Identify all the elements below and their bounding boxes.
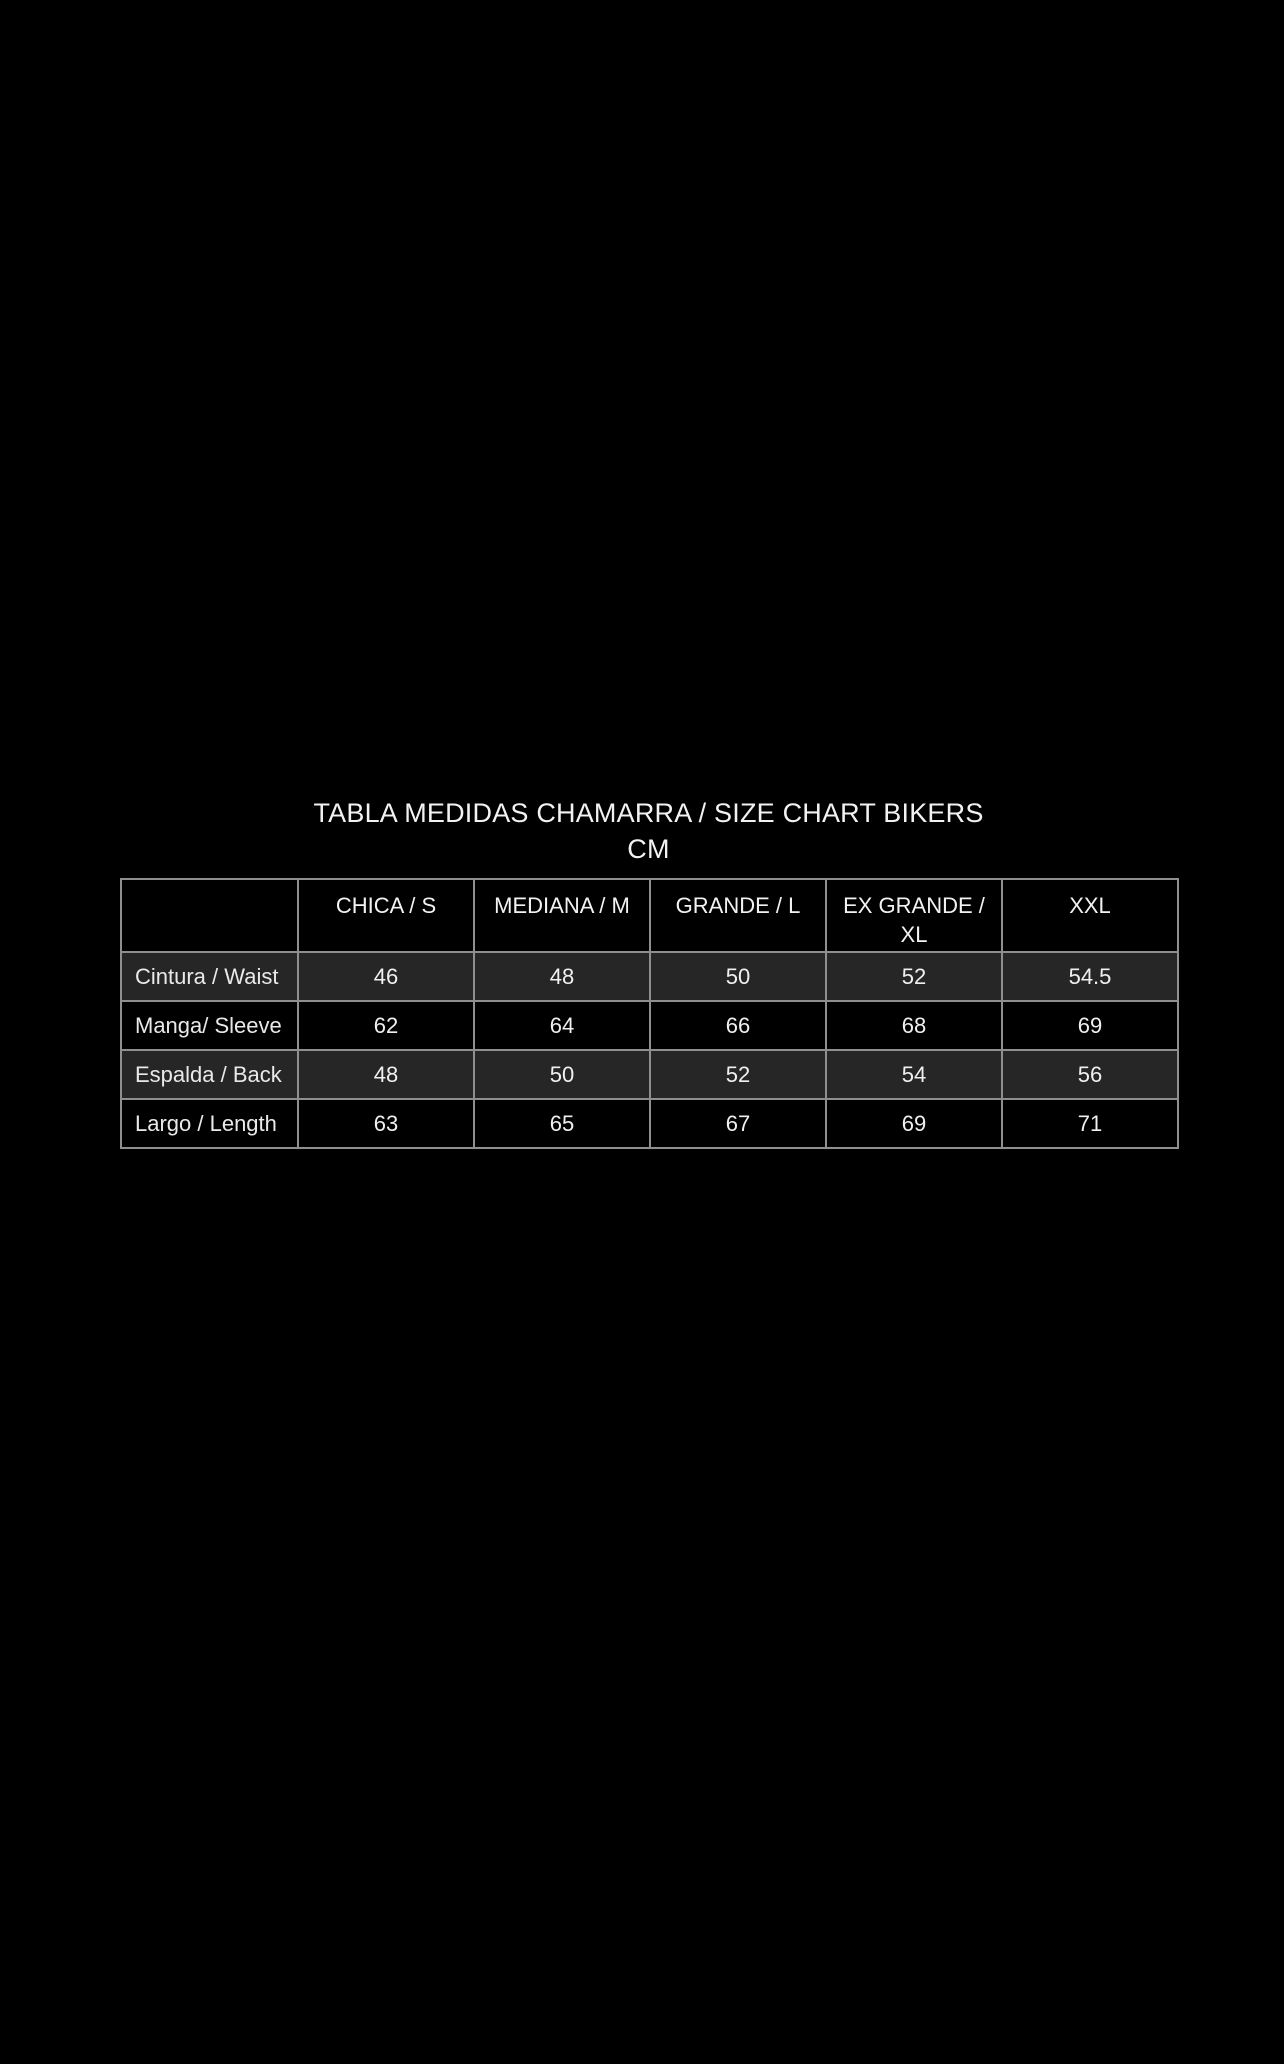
cell-value: 48 xyxy=(298,1050,474,1099)
cell-value: 64 xyxy=(474,1001,650,1050)
cell-value: 50 xyxy=(474,1050,650,1099)
cell-value: 68 xyxy=(826,1001,1002,1050)
cell-value: 52 xyxy=(650,1050,826,1099)
cell-value: 54 xyxy=(826,1050,1002,1099)
title-block xyxy=(120,795,1177,867)
cell-value: 66 xyxy=(650,1001,826,1050)
column-header-label: GRANDE / L xyxy=(675,893,801,918)
page-subtitle-units: CM xyxy=(627,834,670,864)
cell-value: 69 xyxy=(1002,1001,1178,1050)
cell-value: 48 xyxy=(474,952,650,1001)
column-header-label: XXL xyxy=(1069,893,1111,918)
cell-value: 54.5 xyxy=(1002,952,1178,1001)
cell-value: 52 xyxy=(826,952,1002,1001)
column-header-xxl xyxy=(1002,879,1178,952)
column-header-xl xyxy=(826,879,1002,952)
column-header-label: CHICA / S xyxy=(335,893,437,918)
cell-value: 63 xyxy=(298,1099,474,1148)
row-label: Largo / Length xyxy=(121,1099,298,1148)
cell-value: 50 xyxy=(650,952,826,1001)
column-header-label: MEDIANA / M xyxy=(494,893,630,918)
row-label: Cintura / Waist xyxy=(121,952,298,1001)
size-chart-table xyxy=(120,878,1179,1149)
cell-value: 67 xyxy=(650,1099,826,1148)
cell-value: 46 xyxy=(298,952,474,1001)
column-header-l xyxy=(650,879,826,952)
table-row-waist xyxy=(121,952,1178,1001)
column-header-m xyxy=(474,879,650,952)
cell-value: 71 xyxy=(1002,1099,1178,1148)
cell-value: 62 xyxy=(298,1001,474,1050)
row-label: Espalda / Back xyxy=(121,1050,298,1099)
cell-value: 56 xyxy=(1002,1050,1178,1099)
page-title: TABLA MEDIDAS CHAMARRA / SIZE CHART BIKERS xyxy=(313,798,984,828)
table-row-length xyxy=(121,1099,1178,1148)
cell-value: 69 xyxy=(826,1099,1002,1148)
column-header-s xyxy=(298,879,474,952)
table-row-back xyxy=(121,1050,1178,1099)
column-header-label: EX GRANDE / XL xyxy=(843,893,985,947)
header-row xyxy=(121,879,1178,952)
cell-value: 65 xyxy=(474,1099,650,1148)
row-label: Manga/ Sleeve xyxy=(121,1001,298,1050)
table-row-sleeve xyxy=(121,1001,1178,1050)
corner-cell xyxy=(121,879,298,952)
